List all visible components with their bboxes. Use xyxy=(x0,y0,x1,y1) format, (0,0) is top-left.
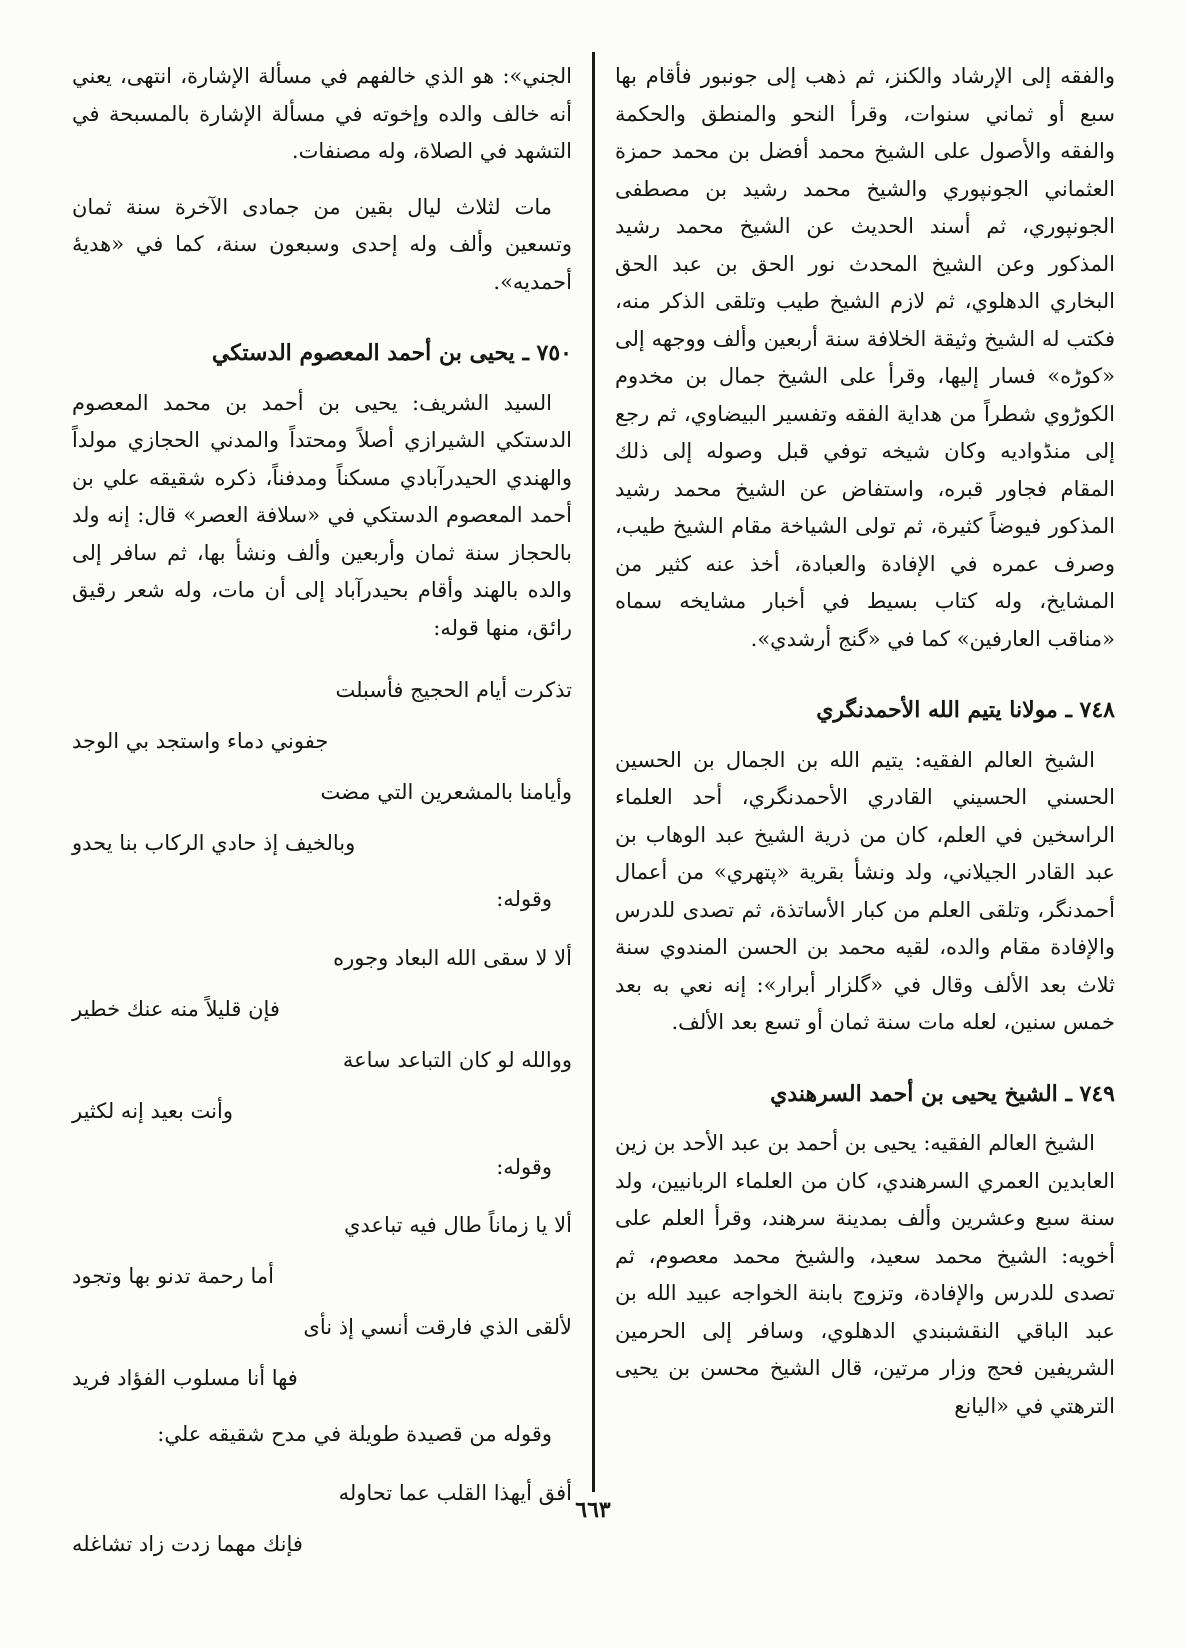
right-column xyxy=(615,58,1115,1443)
entry-748-text: الشيخ العالم الفقيه: يتيم الله بن الجمال بن الحسين الحسني الحسيني القادري الأحمدنگري، أحد العلماء الراسخين في العلم، كان من ذرية الشيخ عبد الوهاب بن عبد القادر الجيلاني، ولد ونشأ بقرية «پتهري» من أعمال أحمدنگر، وتلقى العلم من كبار الأساتذة، ثم تصدى للدرس والإفادة مقام والده، لقيه محمد بن الحسن المندوي سنة ثلاث بعد الألف وقال في «گلزار أبرار»: إنه نعي به بعد خمس سنين، لعله مات سنة ثمان أو تسع بعد الألف. xyxy=(615,747,1115,1034)
death-paragraph: مات لثلاث ليال بقين من جمادى الآخرة سنة ثمان وتسعين وألف وله إحدى وسبعون سنة، كما في «هديهٔ أحمديه». xyxy=(72,194,572,294)
verse-line: ووالله لو كان التباعد ساعة xyxy=(342,1047,572,1072)
and-his-saying: وقوله: xyxy=(496,887,552,911)
entry-750-text: السيد الشريف: يحيى بن أحمد بن محمد المعصوم الدستكي الشيرازي أصلاً ومحتداً والمدني الحجازي مولداً والهندي الحيدرآبادي مسكناً ومدفناً، ذكره شقيقه علي بن أحمد المعصوم الدستكي في «سلافة العصر» قال: إنه ولد بالحجاز سنة ثمان وأربعين وألف ونشأ بها، ثم سافر إلى والده بالهند وأقام بحيدرآباد إلى أن مات، وله شعر رقيق رائق، منها قوله: xyxy=(72,390,572,640)
entry-heading-750: ٧٥٠ ـ يحيى بن أحمد المعصوم الدستكي xyxy=(211,340,572,366)
page-number: ٦٦٣ xyxy=(575,1497,611,1523)
verse-line: فإنك مهما زدت زاد تشاغله xyxy=(72,1531,303,1556)
verse-line: وأيامنا بالمشعرين التي مضت xyxy=(320,780,572,804)
left-column xyxy=(72,58,572,1570)
verse-line: ألا يا زماناً طال فيه تباعدي xyxy=(343,1213,572,1237)
verse-line: وبالخيف إذ حادي الركاب بنا يحدو xyxy=(72,831,356,855)
verse-line: تذكرت أيام الحجيج فأسبلت xyxy=(335,678,572,702)
verse-line: لألقى الذي فارقت أنسي إذ نأى xyxy=(303,1315,572,1339)
entry-heading-749: ٧٤٩ ـ الشيخ يحيى بن أحمد السرهندي xyxy=(770,1080,1115,1107)
entry-heading-748: ٧٤٨ ـ مولانا يتيم الله الأحمدنگري xyxy=(816,697,1115,723)
column-divider xyxy=(592,52,595,1492)
verse-line: فها أنا مسلوب الفؤاد فريد xyxy=(72,1366,298,1390)
verse-line: جفوني دماء واستجد بي الوجد xyxy=(72,729,329,753)
poem-1 xyxy=(72,665,572,869)
verse-line: أفق أيهذا القلب عما تحاوله xyxy=(338,1480,572,1505)
continued-paragraph: والفقه إلى الإرشاد والكنز، ثم ذهب إلى جونبور فأقام بها سبع أو ثماني سنوات، وقرأ النحو والمنطق والحكمة والفقه والأصول على الشيخ محمد أفضل بن محمد حمزة العثماني الجونپوري والشيخ محمد رشيد بن مصطفى الجونپوري، ثم أسند الحديث عن الشيخ محمد رشيد المذكور وعن الشيخ المحدث نور الحق بن عبد الحق البخاري الدهلوي، ثم لازم الشيخ طيب وتلقى الذكر منه، فكتب له الشيخ وثيقة الخلافة سنة أربعين وألف ووجهه إلى «كوڑه» فسار إليها، وقرأ على الشيخ جمال بن مخدوم الكوڑوي شطراً من هداية الفقه وتفسير البيضاوي، ثم رجع إلى منڈوادیه وكان شيخه توفي قبل وصوله إلى ذلك المقام فجاور قبره، واستفاض عن الشيخ محمد رشيد المذكور فيوضاً كثيرة، ثم تولى الشياخة مقام الشيخ طيب، وصرف عمره في الإفادة والعبادة، أخذ عنه كثير من المشايخ، وله كتاب بسيط في أخبار مشايخه سماه «مناقب العارفين» كما في «گنج أرشدي». xyxy=(615,64,1115,651)
poem-4 xyxy=(72,1468,572,1570)
verse-line: ألا لا سقى الله البعاد وجوره xyxy=(333,945,572,970)
verse-line: أما رحمة تدنو بها وتجود xyxy=(72,1264,274,1288)
continued-paragraph: الجني»: هو الذي خالفهم في مسألة الإشارة، انتهى، يعني أنه خالف والده وإخوته في مسألة الإشارة بالمسبحة في التشهد في الصلاة، وله مصنفات. xyxy=(72,64,572,163)
verse-line: وأنت بعيد إنه لكثير xyxy=(72,1098,233,1123)
and-his-saying: وقوله: xyxy=(496,1154,552,1179)
poem-3 xyxy=(72,1200,572,1404)
entry-749-text: الشيخ العالم الفقيه: يحيى بن أحمد بن عبد الأحد بن زين العابدين العمري السرهندي، كان من العلماء الربانيين، ولد سنة سبع وعشرين وألف بمدينة سرهند، وقرأ العلم على أخويه: الشيخ محمد سعيد، والشيخ محمد معصوم، ثم تصدى للدرس والإفادة، وتزوج بابنة الخواجه عبيد الله بن عبد الباقي النقشبندي الدهلوي، وسافر إلى الحرمين الشريفين فحج وزار مرتين، قال الشيخ محسن بن يحيى الترهتي في «اليانع xyxy=(615,1131,1115,1418)
verse-line: فإن قليلاً منه عنك خطير xyxy=(72,996,280,1021)
poem-2 xyxy=(72,933,572,1137)
and-his-saying: وقوله من قصيدة طويلة في مدح شقيقه علي: xyxy=(157,1422,552,1446)
